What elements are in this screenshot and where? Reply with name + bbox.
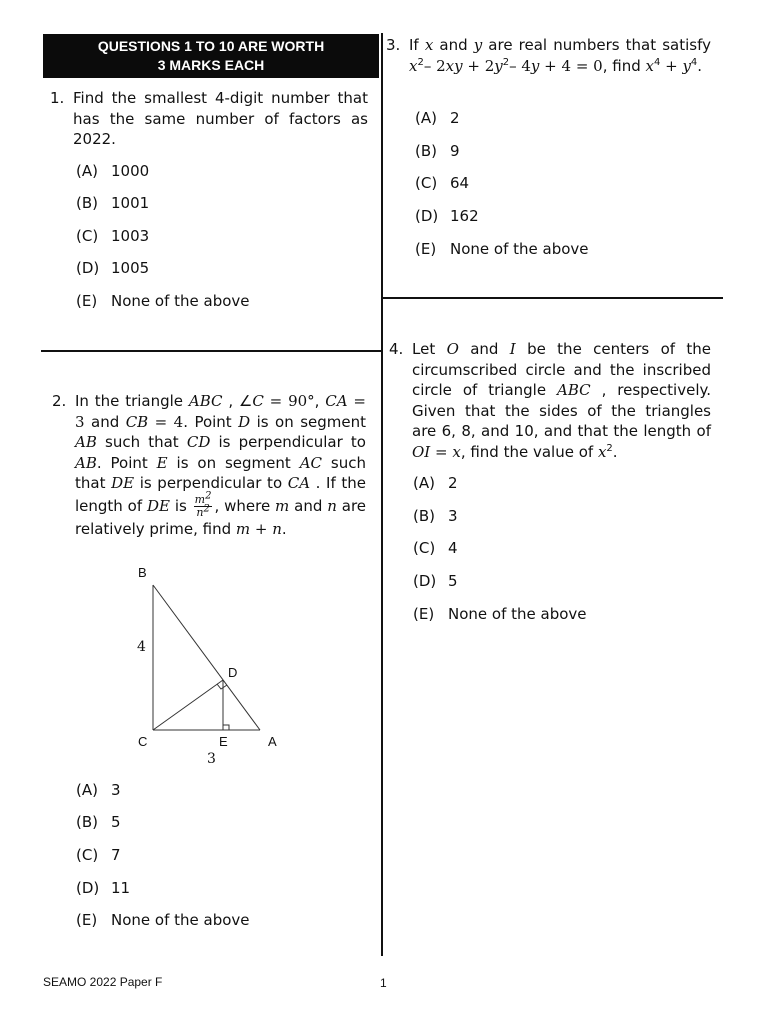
q1-option-c[interactable]: (C) 1003 <box>76 227 150 245</box>
q3-option-b[interactable]: (B) 9 <box>415 142 460 160</box>
column-divider <box>381 33 383 956</box>
segment-cd <box>153 680 223 730</box>
section-header-line1: QUESTIONS 1 TO 10 ARE WORTH <box>97 38 325 54</box>
question-text: In the triangle ABC , ∠C = 90°, CA = 3 and CB = 4. Point D is on segment AB such that CD is perpendicular to AB. Point E is on segment AC such that DE is perpendicular to CA . If the length of DE is $\frac{m^2}{n^2}$ , where m and n are relatively prime, find m + n. <box>75 392 367 538</box>
segment-ab <box>153 585 260 730</box>
label-side-ca: 3 <box>207 751 216 767</box>
question-text: If x and y are real numbers that satisfy $x^2-$ $2xy + 2y^2-$ 4y + 4 = 0, find $x^4 + y^4$. <box>409 36 711 75</box>
right-angle-mark-d <box>217 684 227 689</box>
label-a: A <box>268 734 277 749</box>
question-number: 4. <box>389 340 404 358</box>
label-b: B <box>138 565 147 580</box>
q4-option-e[interactable]: (E) None of the above <box>413 605 587 623</box>
question-number: 1. <box>50 89 65 107</box>
footer-page-number: 1 <box>380 976 387 990</box>
question-number: 3. <box>386 36 401 54</box>
q2-option-c[interactable]: (C) 7 <box>76 846 121 864</box>
q2-option-a[interactable]: (A) 3 <box>76 781 121 799</box>
triangle-diagram <box>120 560 300 775</box>
q2-option-b[interactable]: (B) 5 <box>76 813 121 831</box>
divider-q1-q2 <box>41 350 382 352</box>
section-header-line2: 3 MARKS EACH <box>157 57 265 73</box>
footer-paper-name: SEAMO 2022 Paper F <box>43 975 163 989</box>
q1-option-b[interactable]: (B) 1001 <box>76 194 150 212</box>
q3-option-d[interactable]: (D) 162 <box>415 207 479 225</box>
q4-option-c[interactable]: (C) 4 <box>413 539 458 557</box>
question-text: Let O and I be the centers of the circumscribed circle and the inscribed circle of triangle ABC , respectively. Given that the sides of the triangles are 6, 8, and 10, and that the length of OI = x, find the value of $x^2$. <box>412 340 711 461</box>
question-number: 2. <box>52 392 67 410</box>
divider-q3-q4 <box>382 297 723 299</box>
q1-option-e[interactable]: (E) None of the above <box>76 292 250 310</box>
question-2 <box>52 391 366 539</box>
question-text: Find the smallest 4-digit number that has the same number of factors as 2022. <box>73 89 368 148</box>
label-side-cb: 4 <box>137 639 146 655</box>
label-c: C <box>138 734 148 749</box>
question-3 <box>386 35 711 76</box>
right-angle-mark-e <box>223 725 229 730</box>
q1-option-a[interactable]: (A) 1000 <box>76 162 150 180</box>
question-4 <box>389 339 711 462</box>
label-d: D <box>228 665 238 680</box>
q4-option-a[interactable]: (A) 2 <box>413 474 458 492</box>
q2-option-e[interactable]: (E) None of the above <box>76 911 250 929</box>
q1-option-d[interactable]: (D) 1005 <box>76 259 150 277</box>
q2-option-d[interactable]: (D) 11 <box>76 879 131 897</box>
q4-option-b[interactable]: (B) 3 <box>413 507 458 525</box>
q3-option-c[interactable]: (C) 64 <box>415 174 470 192</box>
q3-option-a[interactable]: (A) 2 <box>415 109 460 127</box>
section-header <box>43 34 379 78</box>
q4-option-d[interactable]: (D) 5 <box>413 572 458 590</box>
question-1 <box>50 88 368 150</box>
label-e: E <box>219 734 228 749</box>
q3-option-e[interactable]: (E) None of the above <box>415 240 589 258</box>
